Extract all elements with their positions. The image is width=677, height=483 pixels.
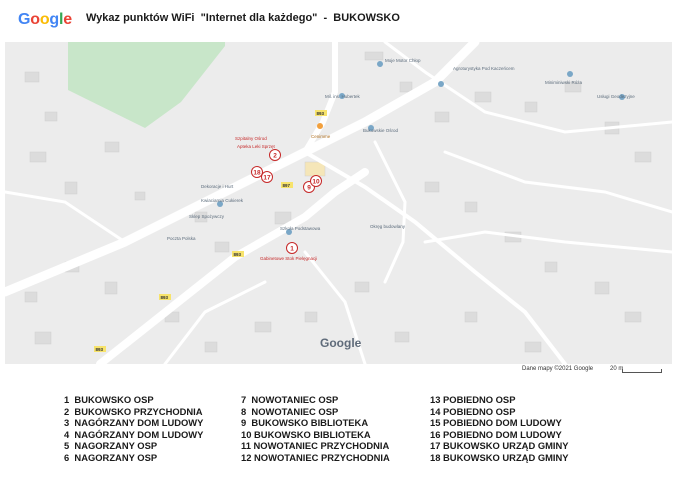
legend-item: 5 NAGORZANY OSP [64,440,158,452]
google-logo: Google [18,11,72,28]
road-shields [94,110,327,352]
legend-item: 16 POBIEDNO DOM LUDOWY [430,428,562,440]
road-number: 893 [233,251,242,257]
road-number: 893 [95,346,104,352]
map-canvas[interactable] [5,42,672,364]
map-label: Szkoła Podstawowa [280,226,321,231]
map-label: Poczta Polska [167,236,196,241]
legend-column-2 [241,394,390,464]
legend-item: 7 NOWOTANIEC OSP [241,394,339,405]
map-scale-label: 20 m [610,366,624,372]
map-label: Usługi Geodezyjne [597,94,635,99]
legend-item: 3 NAGÓRZANY DOM LUDOWY [64,417,204,429]
map-scale-bar [622,369,662,373]
map-label: Okręg budowlany [370,224,406,229]
map-label: Apteka Leki Sprzęt [237,144,275,149]
legend-item: 14 POBIEDNO OSP [430,405,516,417]
wifi-marker-label: 10 [312,178,320,186]
google-watermark: Google [320,336,362,350]
wifi-marker-label: 1 [290,245,294,253]
legend-item: 15 POBIEDNO DOM LUDOWY [430,417,562,429]
wifi-marker-label: 2 [273,152,277,160]
road-number: 893 [316,110,325,116]
legend-item: 2 BUKOWSKO PRZYCHODNIA [64,405,203,417]
map-label: Moje Motor Chłop [385,58,421,63]
map-label: Cenimme [311,134,331,139]
road-number: 897 [282,182,291,188]
legend-column-3 [430,394,569,464]
legend-item: 4 NAGÓRZANY DOM LUDOWY [64,428,204,440]
map-label: Mil. ins. Hubertek [325,94,360,99]
legend-item: 17 BUKOWSKO URZĄD GMINY [430,440,569,452]
legend-item: 6 NAGORZANY OSP [64,451,158,463]
wifi-marker-label: 9 [307,184,311,192]
wifi-marker-label: 17 [263,174,271,182]
legend-item: 9 BUKOWSKO BIBLIOTEKA [241,417,369,429]
legend-item: 18 BUKOWSKO URZĄD GMINY [430,451,569,463]
legend-item: 1 BUKOWSKO OSP [64,394,154,405]
legend-item: 12 NOWOTANIEC PRZYCHODNIA [241,451,390,463]
map-label: Szpitalny Ośrod [235,136,267,141]
park-area [68,42,225,128]
legend-item: 11 NOWOTANIEC PRZYCHODNIA [241,440,390,452]
map-label: Agroturystyka Pod Kaczeńcem [453,66,515,71]
legend-item: 8 NOWOTANIEC OSP [241,405,339,417]
legend-item: 13 POBIEDNO OSP [430,394,516,405]
map-label: Bukowskie Ośrod [363,128,399,133]
wifi-marker-label: 18 [253,169,261,177]
map-view[interactable] [5,42,672,364]
road-number: 893 [160,294,169,300]
legend-item: 10 BUKOWSKO BIBLIOTEKA [241,428,371,440]
map-label: Dekoracje i Hurt [201,184,234,189]
map-label: Gabinetowe Stok Pielęgnacji [260,256,318,261]
map-label: Miniminiwski Róża [545,80,583,85]
page-title: Wykaz punktów WiFi "Internet dla każdego" - BUKOWSKO [86,12,400,24]
map-label: Sklep Spożywczy [189,214,225,219]
legend-column-1 [64,394,203,464]
header [0,0,677,40]
map-label: Kwiaciarnia Cukierek [201,198,244,203]
map-attribution: Dane mapy ©2021 Google [522,366,594,372]
